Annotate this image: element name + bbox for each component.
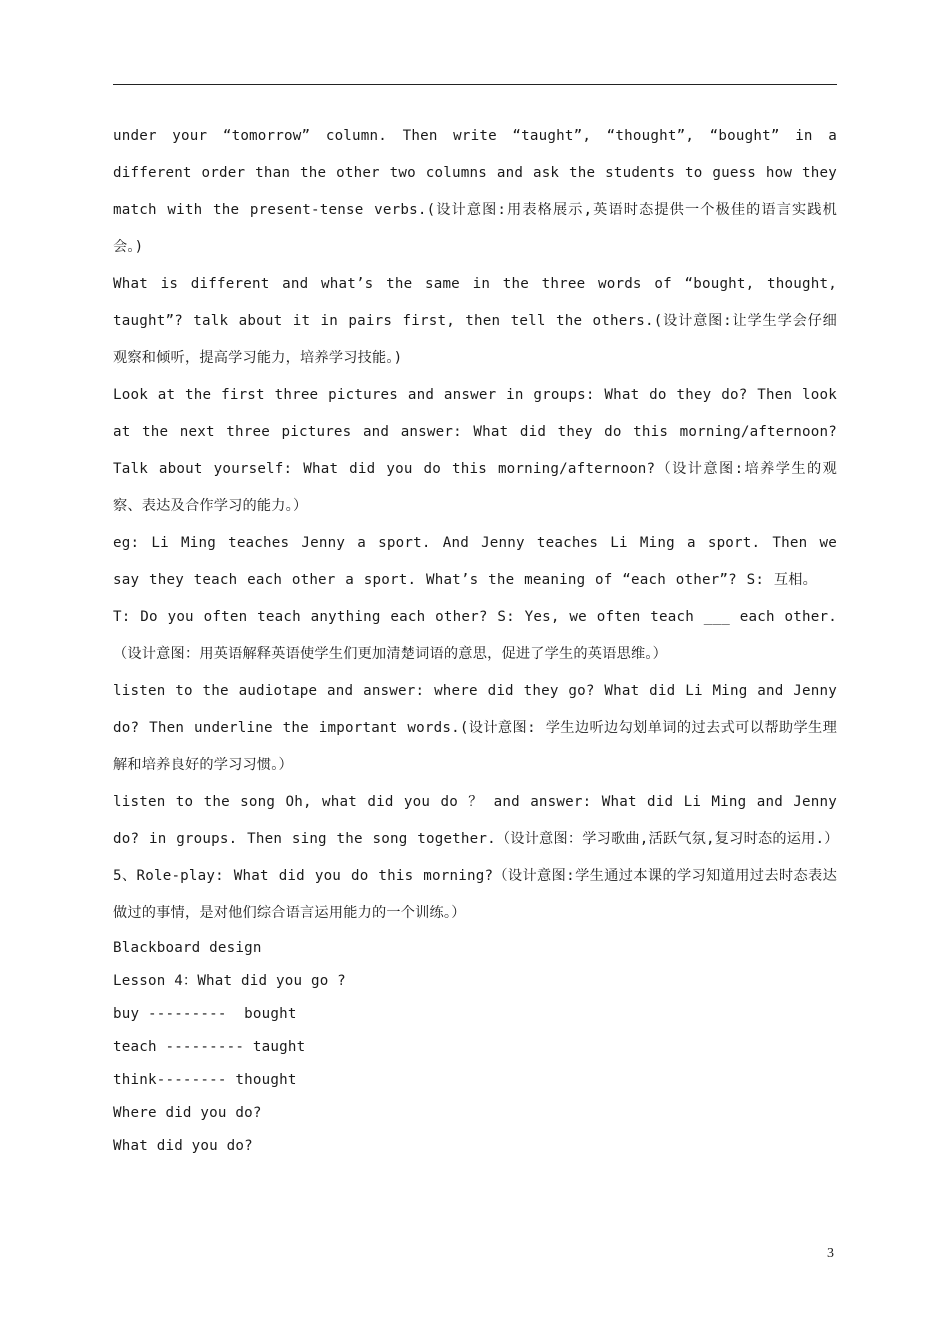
- paragraph-compare-words: What is different and what’s the same in the three words of “bought, thought, taught”? talk about it in pairs first, then tell the others.(设计意图:让学生学会仔细观察和倾听，提高学习能力，培养学习技能。): [113, 276, 837, 366]
- blackboard-line: think-------- thought: [113, 1072, 297, 1088]
- paragraph-pictures: Look at the first three pictures and answer in groups: What do they do? Then look at the next three pictures and answer: What did they do this morning/afternoon? Talk about yourself: What did you do this morning/afternoon?（设计意图:培养学生的观察、表达及合作学习的能力。）: [113, 387, 837, 514]
- blackboard-line: Where did you do?: [113, 1105, 262, 1121]
- paragraph-song: listen to the song Oh, what did you do ？ and answer: What did Li Ming and Jenny do? in groups. Then sing the song together.（设计意图：学习歌曲,活跃气氛,复习时态的运用.）: [113, 794, 839, 847]
- blackboard-heading: Blackboard design: [113, 940, 262, 956]
- paragraph-audiotape: listen to the audiotape and answer: where did they go? What did Li Ming and Jenny do? Then underline the important words.(设计意图: 学生边听边勾划单词的过去式可以帮助学生理解和培养良好的学习习惯。）: [113, 683, 837, 773]
- document-body: [113, 118, 837, 1163]
- paragraph-verb-columns: under your “tomorrow” column. Then write “taught”, “thought”, “bought” in a different order than the other two columns and ask the students to guess how they match with the present-tense verbs.(设计意图:用表格展示,英语时态提供一个极佳的语言实践机会。): [113, 128, 837, 255]
- blackboard-line: teach --------- taught: [113, 1039, 306, 1055]
- blackboard-line: buy --------- bought: [113, 1006, 297, 1022]
- blackboard-line: What did you do?: [113, 1138, 253, 1154]
- paragraph-each-other-example: eg: Li Ming teaches Jenny a sport. And Jenny teaches Li Ming a sport. Then we say they teach each other a sport. What’s the meaning of “each other”? S: 互相。: [113, 535, 837, 588]
- blackboard-line: Lesson 4：What did you go ?: [113, 973, 346, 989]
- header-rule: [113, 84, 837, 85]
- page-number: 3: [827, 1246, 834, 1261]
- paragraph-role-play: 5、Role-play: What did you do this morning?（设计意图:学生通过本课的学习知道用过去时态表达做过的事情，是对他们综合语言运用能力的一个训练。）: [113, 868, 837, 921]
- paragraph-teach-each-other: T: Do you often teach anything each other? S: Yes, we often teach ___ each other.（设计意图：用英语解释英语使学生们更加清楚词语的意思，促进了学生的英语思维。）: [113, 609, 837, 662]
